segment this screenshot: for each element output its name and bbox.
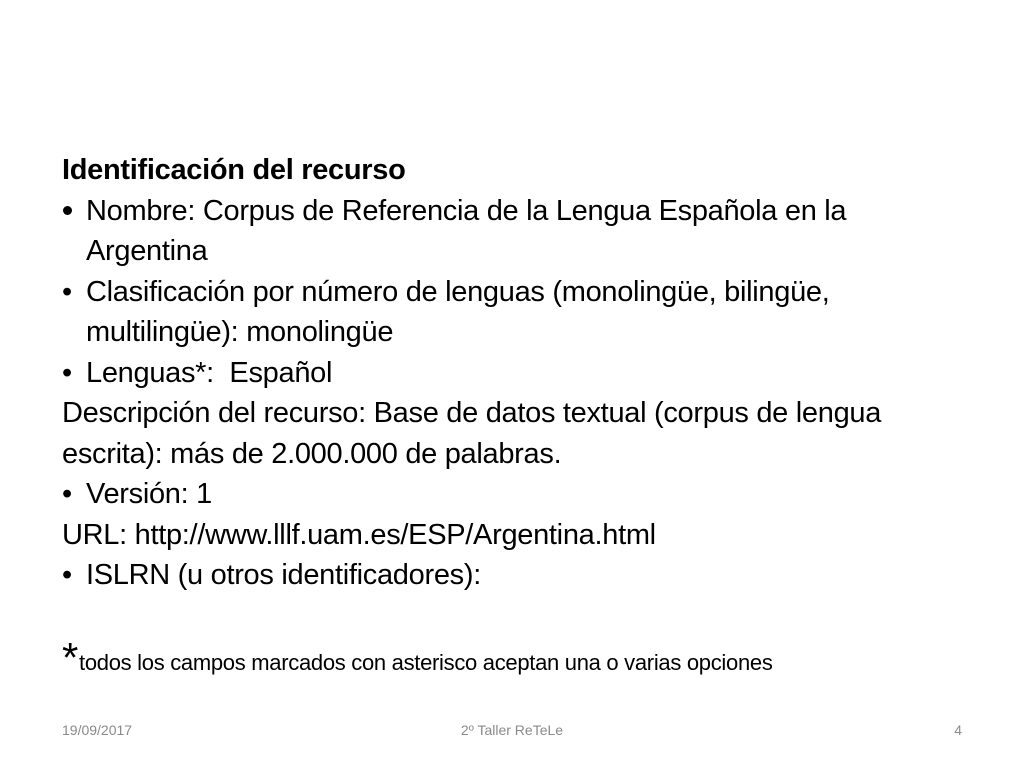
list-item-text: Nombre: Corpus de Referencia de la Lengua Española en la Argentina (86, 194, 847, 267)
list-item-lenguas (62, 353, 972, 394)
slide-body (62, 150, 972, 705)
list-item-clasificacion (62, 272, 972, 353)
list-item-text: Clasificación por número de lenguas (monolingüe, bilingüe, multilingüe): monolingüe (86, 275, 830, 348)
bullet-icon: • (62, 478, 72, 510)
bullet-icon: • (62, 559, 72, 591)
url-line: URL: http://www.lllf.uam.es/ESP/Argentina.html (62, 518, 656, 551)
list-item-text: Lenguas*: Español (86, 356, 333, 389)
footer-date: 19/09/2017 (62, 722, 133, 738)
asterisk-marker: * (62, 633, 79, 681)
bullet-dot-icon (62, 191, 86, 232)
list-item-text: Versión: 1 (86, 478, 212, 510)
spacer (62, 596, 972, 616)
descripcion-line-2: escrita): más de 2.000.000 de palabras. (62, 437, 562, 470)
descripcion-line-1: Descripción del recurso: Base de datos textual (corpus de lengua (62, 397, 882, 429)
bullet-icon: • (62, 275, 72, 308)
bullet-icon: • (62, 356, 72, 389)
list-item-nombre (62, 191, 972, 272)
list-item-islrn (62, 555, 972, 596)
section-heading: Identificación del recurso (62, 154, 406, 186)
list-item-text: ISLRN (u otros identificadores): (86, 559, 481, 591)
footer-title: 2º Taller ReTeLe (460, 722, 564, 738)
footnote-text: todos los campos marcados con asterisco aceptan una o varias opciones (79, 649, 773, 675)
page-number: 4 (954, 722, 962, 738)
footnote (62, 633, 972, 683)
list-item-version (62, 474, 972, 515)
